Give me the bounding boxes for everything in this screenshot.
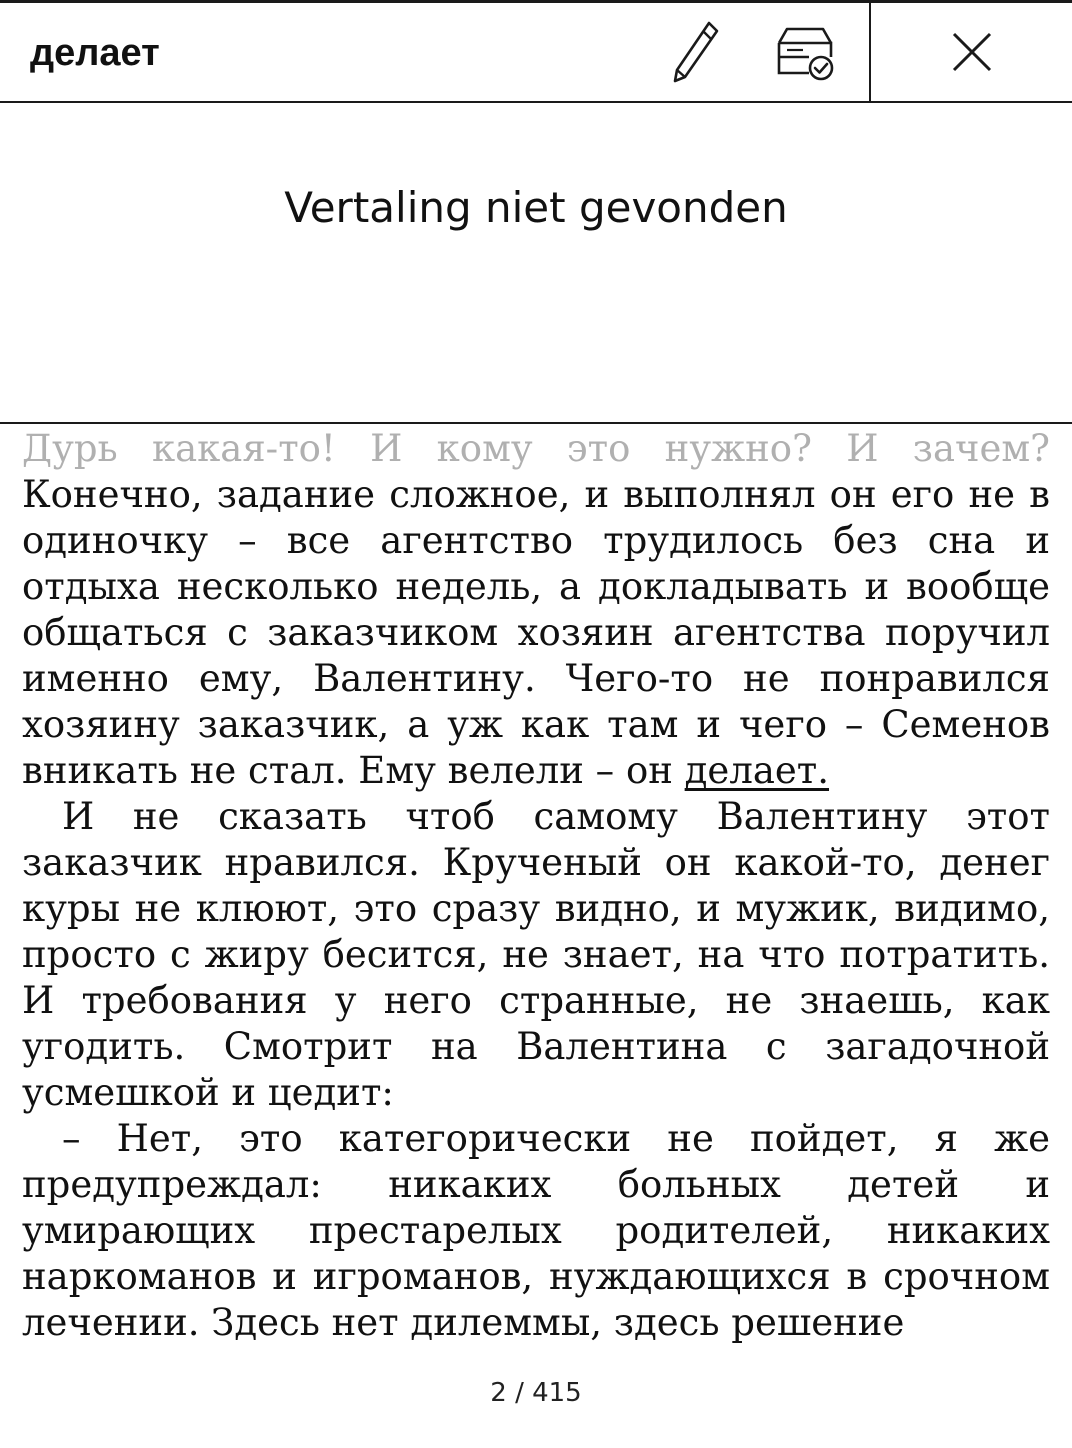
dictionary-header — [0, 3, 1072, 103]
close-icon — [950, 30, 994, 74]
edit-button[interactable] — [650, 3, 740, 101]
paragraph: И не сказать чтоб самому Валентину этот заказчик нравился. Крученый он какой-то, денег куры не клюют, это сразу видно, и мужик, видимо, просто с жиру бесится, не знает, на что потратить. И требования у него странные, не знаешь, как угодить. Смотрит на Валентина с загадочной усмешкой и цедит: — [22, 795, 1050, 1114]
page-indicator: 2 / 415 — [490, 1378, 582, 1408]
dictionary-select-button[interactable] — [760, 3, 850, 101]
faded-text-line: Дурь какая-то! И кому это нужно? И зачем? — [22, 427, 1050, 470]
book-text — [22, 426, 1050, 1346]
paragraph — [22, 472, 1050, 794]
header-divider — [869, 3, 871, 101]
dictionary-check-icon — [773, 23, 837, 81]
lookup-word: делает — [30, 32, 160, 74]
paragraph-text: Конечно, задание сложное, и выполнял он его не в одиночку – все агентство трудилось без сна и отдыха несколько недель, а докладывать и вообще общаться с заказчиком хозяин агентства поручил именно ему, Валентину. Чего-то не понравился хозяину заказчик, а уж как там и чего – Семенов вникать не стал. Ему велели – он — [22, 473, 1050, 792]
pencil-icon — [669, 19, 721, 85]
close-button[interactable] — [920, 3, 1024, 101]
paragraph: – Нет, это категорически не пойдет, я же предупреждал: никаких больных детей и умирающих престарелых родителей, никаких наркоманов и игроманов, нуждающихся в срочном лечении. Здесь нет дилеммы, здесь решение — [22, 1117, 1050, 1344]
no-translation-message: Vertaling niet gevonden — [284, 183, 788, 232]
selected-word[interactable]: делает. — [684, 749, 830, 792]
translation-panel — [0, 103, 1072, 424]
